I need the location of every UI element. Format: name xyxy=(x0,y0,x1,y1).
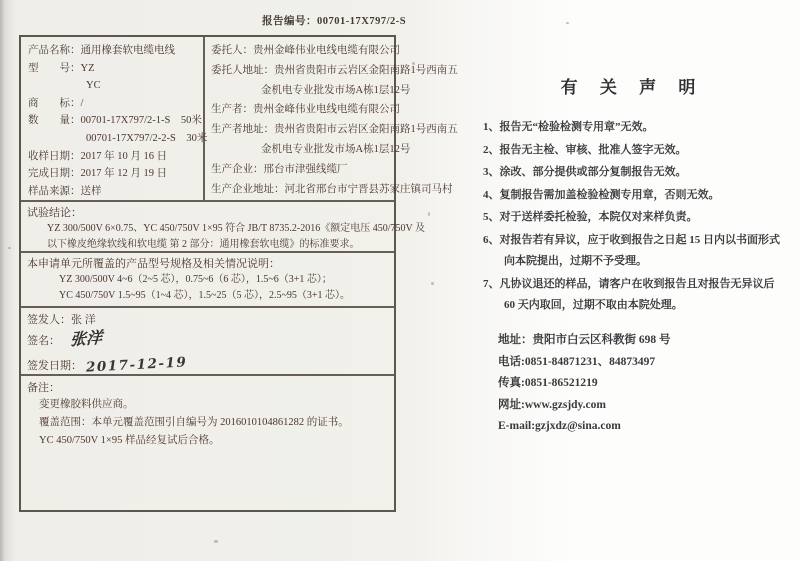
statement-item-5: 5、对于送样委托检验，本院仅对来样负责。 xyxy=(483,211,698,223)
product-name: 产品名称：通用橡套软电缆电线 xyxy=(28,45,175,56)
client-name: 委托人：贵州金峰伟业电线电缆有限公司 xyxy=(211,45,400,56)
quantity-line-1: 数 量：00701-17X797/2-1-S 50米 xyxy=(28,115,202,127)
client-address-2: 金机电专业批发市场A栋1层12号 xyxy=(261,84,411,96)
coverage-line-1: YZ 300/500V 4~6（2~5 芯），0.75~6（6 芯），1.5~6（3+1 芯）； xyxy=(59,274,332,285)
sample-received-date: 收样日期：2017 年 10 月 16 日 xyxy=(28,150,168,162)
statement-item-2: 2、报告无主检、审核、批准人签字无效。 xyxy=(483,143,687,156)
remark-line-1: 变更橡胶料供应商。 xyxy=(39,399,134,410)
sample-info-left-cell xyxy=(21,37,208,200)
statements-page-title: 有 关 声 明 xyxy=(560,78,705,97)
sample-info-section xyxy=(21,37,458,202)
producer-address-1: 生产者地址：贵州省贵阳市云岩区金阳南路1号西南五 xyxy=(211,124,458,136)
contact-fax: 传真:0851-86521219 xyxy=(498,377,598,389)
producer-address-2: 金机电专业批发市场A栋1层12号 xyxy=(261,143,411,155)
contact-block xyxy=(498,330,788,438)
client-info-cell xyxy=(205,37,462,200)
scan-speck xyxy=(8,247,11,249)
statements-list xyxy=(483,117,781,318)
manufacturer-name: 生产企业：邢台市津强线缆厂 xyxy=(211,163,348,175)
statement-item-3: 3、涂改、部分提供或部分复制报告无效。 xyxy=(483,166,687,178)
contact-address: 地址：贵阳市白云区科教街 698 号 xyxy=(498,334,671,346)
scan-speck xyxy=(566,22,569,24)
sample-source: 样品来源：送样 xyxy=(28,185,102,197)
issue-date-label: 签发日期： xyxy=(27,360,82,372)
completion-date: 完成日期：2017 年 12 月 19 日 xyxy=(28,168,168,180)
scan-speck xyxy=(431,282,434,285)
test-conclusion-line-1: YZ 300/500V 6×0.75、YC 450/750V 1×95 符合 JB/T 8735.2-2016《额定电压 450/750V 及 xyxy=(47,223,426,234)
trademark: 商 标：/ xyxy=(28,97,84,109)
signature-label: 签名： xyxy=(27,335,60,347)
issuer-name: 签发人：张 洋 xyxy=(27,314,96,326)
statement-item-1: 1、报告无“检验检测专用章”无效。 xyxy=(483,121,654,133)
manufacturer-address: 生产企业地址：河北省邢台市宁晋县苏家庄镇司马村 xyxy=(211,183,453,195)
scan-speck xyxy=(214,540,218,543)
test-conclusion-section xyxy=(21,202,426,253)
contact-website: 网址:www.gzsjdy.com xyxy=(498,398,606,411)
handwritten-signature: 张洋 xyxy=(69,329,103,350)
model-line-2: YC xyxy=(86,80,101,92)
client-address-1: 委托人地址：贵州省贵阳市云岩区金阳南路1号西南五 xyxy=(211,64,458,76)
issue-date-row xyxy=(27,356,388,375)
remarks-section xyxy=(21,376,394,510)
remarks-heading: 备注： xyxy=(27,382,60,394)
coverage-heading: 本申请单元所覆盖的产品型号规格及相关情况说明： xyxy=(27,258,280,270)
scan-speck xyxy=(428,212,430,216)
contact-phone: 电话:0851-84871231、84873497 xyxy=(498,355,656,368)
coverage-section xyxy=(21,253,394,308)
remark-line-3: YC 450/750V 1×95 样品经复试后合格。 xyxy=(39,435,220,446)
contact-email: E-mail:gzjxdz@sina.com xyxy=(498,420,621,432)
remark-line-2: 覆盖范围：本单元覆盖范围引自编号为 2016010104861282 的证书。 xyxy=(39,417,349,428)
handwritten-issue-date: 2017-12-19 xyxy=(85,354,188,376)
report-number: 报告编号：00701-17X797/2-S xyxy=(262,16,407,27)
signature-section xyxy=(21,308,394,376)
model-line-1: 型 号：YZ xyxy=(28,62,95,74)
quantity-line-2: 00701-17X797/2-2-S 30米 xyxy=(86,132,208,144)
report-info-table xyxy=(19,35,458,512)
signature-row xyxy=(27,331,388,355)
statement-item-4: 4、复制报告需加盖检验检测专用章，否则无效。 xyxy=(483,188,720,201)
statement-item-6: 6、对报告若有异议，应于收到报告之日起 15 日内以书面形式向本院提出，过期不予受理。 xyxy=(483,233,780,267)
producer-name: 生产者：贵州金峰伟业电线电缆有限公司 xyxy=(211,104,400,116)
test-conclusion-heading: 试验结论： xyxy=(27,207,82,219)
coverage-line-2: YC 450/750V 1.5~95（1~4 芯），1.5~25（5 芯），2.5~95（3+1 芯）。 xyxy=(59,289,350,301)
test-conclusion-line-2: 以下橡皮绝缘软线和软电缆 第 2 部分：通用橡套软电缆》的标准要求。 xyxy=(47,238,360,250)
statement-item-7: 7、凡协议退还的样品，请客户在收到报告且对报告无异议后 60 天内取回，过期不取由本院处理。 xyxy=(483,277,775,311)
